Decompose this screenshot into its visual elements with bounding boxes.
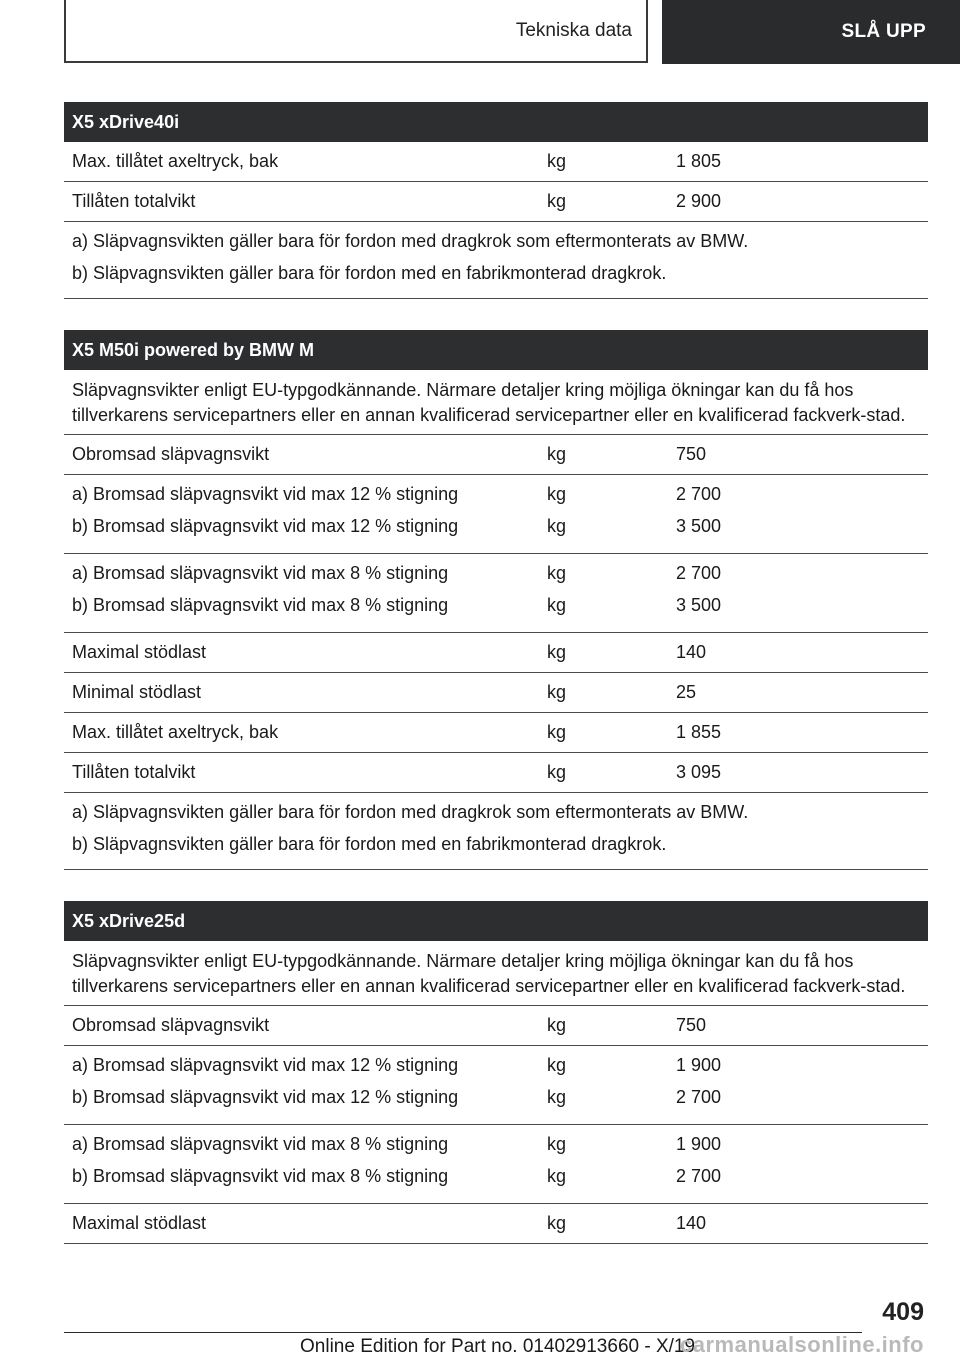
lookup-tab[interactable]: SLÅ UPP bbox=[662, 0, 960, 64]
row-label: b) Bromsad släpvagnsvikt vid max 8 % stigning bbox=[72, 1166, 449, 1186]
table-row bbox=[64, 142, 928, 182]
row-unit: kg bbox=[547, 682, 567, 702]
row-label: Max. tillåtet axeltryck, bak bbox=[72, 151, 279, 171]
row-value: 3 095 bbox=[676, 762, 722, 782]
table-row bbox=[64, 633, 928, 673]
footnote: a) Släpvagnsvikten gäller bara för fordon med dragkrok som eftermonterats av BMW. bbox=[72, 231, 749, 251]
row-value: 2 700 bbox=[676, 484, 722, 504]
row-unit: kg bbox=[547, 516, 567, 536]
row-unit: kg bbox=[547, 151, 567, 171]
section-intro: Släpvagnsvikter enligt EU-typgodkännande. Närmare detaljer kring möjliga ökningar kan du få hos tillverkarens servicepartners eller en annan kvalificerad servicepartner eller en kvalificerad fackverk-stad. bbox=[64, 941, 928, 1006]
row-unit: kg bbox=[547, 191, 567, 211]
table-row bbox=[64, 1006, 928, 1046]
row-value: 1 805 bbox=[676, 151, 722, 171]
row-label: a) Bromsad släpvagnsvikt vid max 8 % stigning bbox=[72, 1134, 449, 1154]
table-row bbox=[64, 554, 928, 633]
row-label: Max. tillåtet axeltryck, bak bbox=[72, 722, 279, 742]
row-value: 1 900 bbox=[676, 1055, 722, 1075]
table-row bbox=[64, 435, 928, 475]
watermark: carmanualsonline.info bbox=[680, 1332, 924, 1357]
row-unit: kg bbox=[547, 1055, 567, 1075]
row-value: 750 bbox=[676, 444, 707, 464]
row-unit: kg bbox=[547, 484, 567, 504]
row-value: 1 855 bbox=[676, 722, 722, 742]
row-label: Obromsad släpvagnsvikt bbox=[72, 1015, 270, 1035]
row-unit: kg bbox=[547, 563, 567, 583]
row-unit: kg bbox=[547, 595, 567, 615]
row-unit: kg bbox=[547, 1166, 567, 1186]
page-number: 409 bbox=[882, 1298, 924, 1326]
section-title: X5 xDrive40i bbox=[64, 102, 928, 142]
row-label: Minimal stödlast bbox=[72, 682, 202, 702]
row-unit: kg bbox=[547, 1213, 567, 1233]
section-title: X5 M50i powered by BMW M bbox=[64, 330, 928, 370]
row-unit: kg bbox=[547, 1087, 567, 1107]
row-value: 2 700 bbox=[676, 563, 722, 583]
top-navigation bbox=[0, 0, 960, 66]
row-value: 25 bbox=[676, 682, 697, 702]
table-row bbox=[64, 673, 928, 713]
row-value: 2 700 bbox=[676, 1166, 722, 1186]
footnotes bbox=[64, 793, 928, 870]
row-label: Tillåten totalvikt bbox=[72, 191, 196, 211]
section-intro: Släpvagnsvikter enligt EU-typgodkännande. Närmare detaljer kring möjliga ökningar kan du få hos tillverkarens servicepartners eller en annan kvalificerad servicepartner eller en kvalificerad fackverk-stad. bbox=[64, 370, 928, 435]
row-value: 1 900 bbox=[676, 1134, 722, 1154]
edition-footer: Online Edition for Part no. 01402913660 - X/19 bbox=[300, 1336, 696, 1357]
row-value: 140 bbox=[676, 1213, 707, 1233]
table-row bbox=[64, 1204, 928, 1244]
section-x5-xdrive40i bbox=[64, 102, 928, 299]
section-title: X5 xDrive25d bbox=[64, 901, 928, 941]
footnote: b) Släpvagnsvikten gäller bara för fordon med en fabrikmonterad dragkrok. bbox=[72, 834, 667, 854]
footnotes bbox=[64, 222, 928, 299]
row-label: a) Bromsad släpvagnsvikt vid max 12 % stigning bbox=[72, 1055, 459, 1075]
section-x5-xdrive25d bbox=[64, 901, 928, 1244]
table-row bbox=[64, 1125, 928, 1204]
row-label: a) Bromsad släpvagnsvikt vid max 12 % stigning bbox=[72, 484, 459, 504]
section-x5-m50i bbox=[64, 330, 928, 870]
row-label: Tillåten totalvikt bbox=[72, 762, 196, 782]
row-unit: kg bbox=[547, 1015, 567, 1035]
row-value: 2 900 bbox=[676, 191, 722, 211]
row-value: 2 700 bbox=[676, 1087, 722, 1107]
row-label: Obromsad släpvagnsvikt bbox=[72, 444, 270, 464]
row-value: 750 bbox=[676, 1015, 707, 1035]
row-label: b) Bromsad släpvagnsvikt vid max 8 % stigning bbox=[72, 595, 449, 615]
row-label: b) Bromsad släpvagnsvikt vid max 12 % stigning bbox=[72, 516, 459, 536]
row-label: a) Bromsad släpvagnsvikt vid max 8 % stigning bbox=[72, 563, 449, 583]
footnote: a) Släpvagnsvikten gäller bara för fordon med dragkrok som eftermonterats av BMW. bbox=[72, 802, 749, 822]
row-unit: kg bbox=[547, 1134, 567, 1154]
row-value: 140 bbox=[676, 642, 707, 662]
chapter-tab[interactable]: Tekniska data bbox=[64, 0, 648, 63]
row-unit: kg bbox=[547, 762, 567, 782]
row-unit: kg bbox=[547, 722, 567, 742]
footnote: b) Släpvagnsvikten gäller bara för fordon med en fabrikmonterad dragkrok. bbox=[72, 263, 667, 283]
page-content bbox=[64, 102, 928, 1275]
table-row bbox=[64, 1046, 928, 1125]
row-value: 3 500 bbox=[676, 595, 722, 615]
row-unit: kg bbox=[547, 444, 567, 464]
row-label: Maximal stödlast bbox=[72, 1213, 207, 1233]
row-label: b) Bromsad släpvagnsvikt vid max 12 % stigning bbox=[72, 1087, 459, 1107]
table-row bbox=[64, 713, 928, 753]
row-unit: kg bbox=[547, 642, 567, 662]
table-row bbox=[64, 182, 928, 222]
row-value: 3 500 bbox=[676, 516, 722, 536]
table-row bbox=[64, 475, 928, 554]
row-label: Maximal stödlast bbox=[72, 642, 207, 662]
table-row bbox=[64, 753, 928, 793]
